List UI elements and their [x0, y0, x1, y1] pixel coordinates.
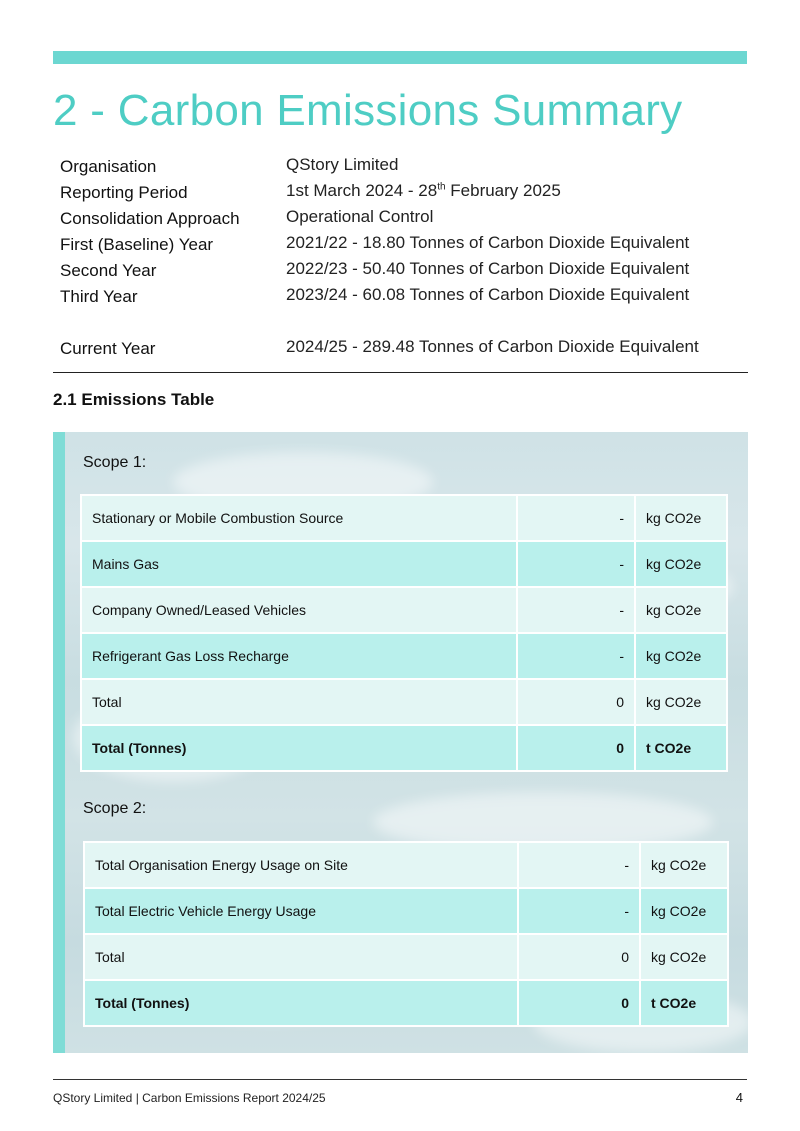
table-row: [81, 679, 727, 725]
info-row-organisation: [0, 155, 800, 179]
row-label: Refrigerant Gas Loss Recharge: [81, 633, 517, 679]
table-row: [81, 541, 727, 587]
scope2-table: [83, 841, 729, 1027]
row-unit: kg CO2e: [635, 495, 727, 541]
table-row: [81, 587, 727, 633]
info-label: Current Year: [60, 339, 156, 358]
divider: [53, 372, 748, 373]
footer-divider: [53, 1079, 747, 1080]
scope2-title: Scope 2:: [83, 800, 147, 817]
info-value: QStory Limited: [286, 155, 399, 174]
period-end: February 2025: [445, 181, 561, 200]
row-value: -: [518, 888, 640, 934]
info-row-consolidation: [0, 207, 800, 231]
info-value: 2022/23 - 50.40 Tonnes of Carbon Dioxide Equivalent: [286, 259, 690, 278]
info-row-reporting-period: [0, 181, 800, 205]
row-value: -: [517, 541, 635, 587]
row-label: Total Electric Vehicle Energy Usage: [84, 888, 518, 934]
row-label: Company Owned/Leased Vehicles: [81, 587, 517, 633]
row-value: 0: [517, 679, 635, 725]
info-value: 2024/25 - 289.48 Tonnes of Carbon Dioxide Equivalent: [286, 337, 699, 356]
page-number: 4: [735, 1090, 743, 1105]
info-value: 2021/22 - 18.80 Tonnes of Carbon Dioxide Equivalent: [286, 233, 690, 252]
info-label: Consolidation Approach: [60, 209, 240, 228]
info-label: Reporting Period: [60, 183, 188, 202]
table-row-total: [84, 980, 728, 1026]
info-row-baseline-year: [0, 233, 800, 257]
table-row: [84, 934, 728, 980]
row-label: Stationary or Mobile Combustion Source: [81, 495, 517, 541]
row-value: 0: [517, 725, 635, 771]
info-label: First (Baseline) Year: [60, 235, 214, 254]
info-row-third-year: [0, 285, 800, 309]
period-start: 1st March 2024 - 28: [286, 181, 438, 200]
table-row-total: [81, 725, 727, 771]
info-label: Second Year: [60, 261, 157, 280]
table-row: [84, 842, 728, 888]
row-label: Total Organisation Energy Usage on Site: [84, 842, 518, 888]
info-value: 2023/24 - 60.08 Tonnes of Carbon Dioxide Equivalent: [286, 285, 690, 304]
row-unit: kg CO2e: [640, 934, 728, 980]
table-row: [81, 633, 727, 679]
row-label: Total (Tonnes): [81, 725, 517, 771]
info-label: Organisation: [60, 157, 157, 176]
section-heading: 2.1 Emissions Table: [53, 390, 215, 409]
page-title: 2 - Carbon Emissions Summary: [53, 86, 683, 135]
table-row: [84, 888, 728, 934]
scope1-table: [80, 494, 728, 772]
emissions-panel: [53, 432, 748, 1053]
row-value: -: [517, 495, 635, 541]
row-unit: kg CO2e: [635, 587, 727, 633]
footer-text: QStory Limited | Carbon Emissions Report 2024/25: [53, 1091, 326, 1105]
row-value: 0: [518, 934, 640, 980]
row-label: Total: [81, 679, 517, 725]
row-unit: kg CO2e: [635, 633, 727, 679]
panel-accent-bar: [53, 432, 65, 1053]
row-value: -: [518, 842, 640, 888]
info-row-current-year: [0, 337, 800, 361]
info-label: Third Year: [60, 287, 138, 306]
header-accent-bar: [53, 51, 747, 64]
row-unit: kg CO2e: [640, 842, 728, 888]
row-value: -: [517, 587, 635, 633]
row-unit: kg CO2e: [635, 541, 727, 587]
info-row-second-year: [0, 259, 800, 283]
row-label: Mains Gas: [81, 541, 517, 587]
period-superscript: th: [437, 181, 446, 193]
row-unit: t CO2e: [635, 725, 727, 771]
info-value: Operational Control: [286, 207, 434, 226]
table-row: [81, 495, 727, 541]
row-value: -: [517, 633, 635, 679]
row-unit: t CO2e: [640, 980, 728, 1026]
row-value: 0: [518, 980, 640, 1026]
row-label: Total: [84, 934, 518, 980]
info-value: [286, 181, 561, 201]
row-label: Total (Tonnes): [84, 980, 518, 1026]
row-unit: kg CO2e: [635, 679, 727, 725]
scope1-title: Scope 1:: [83, 454, 147, 471]
row-unit: kg CO2e: [640, 888, 728, 934]
